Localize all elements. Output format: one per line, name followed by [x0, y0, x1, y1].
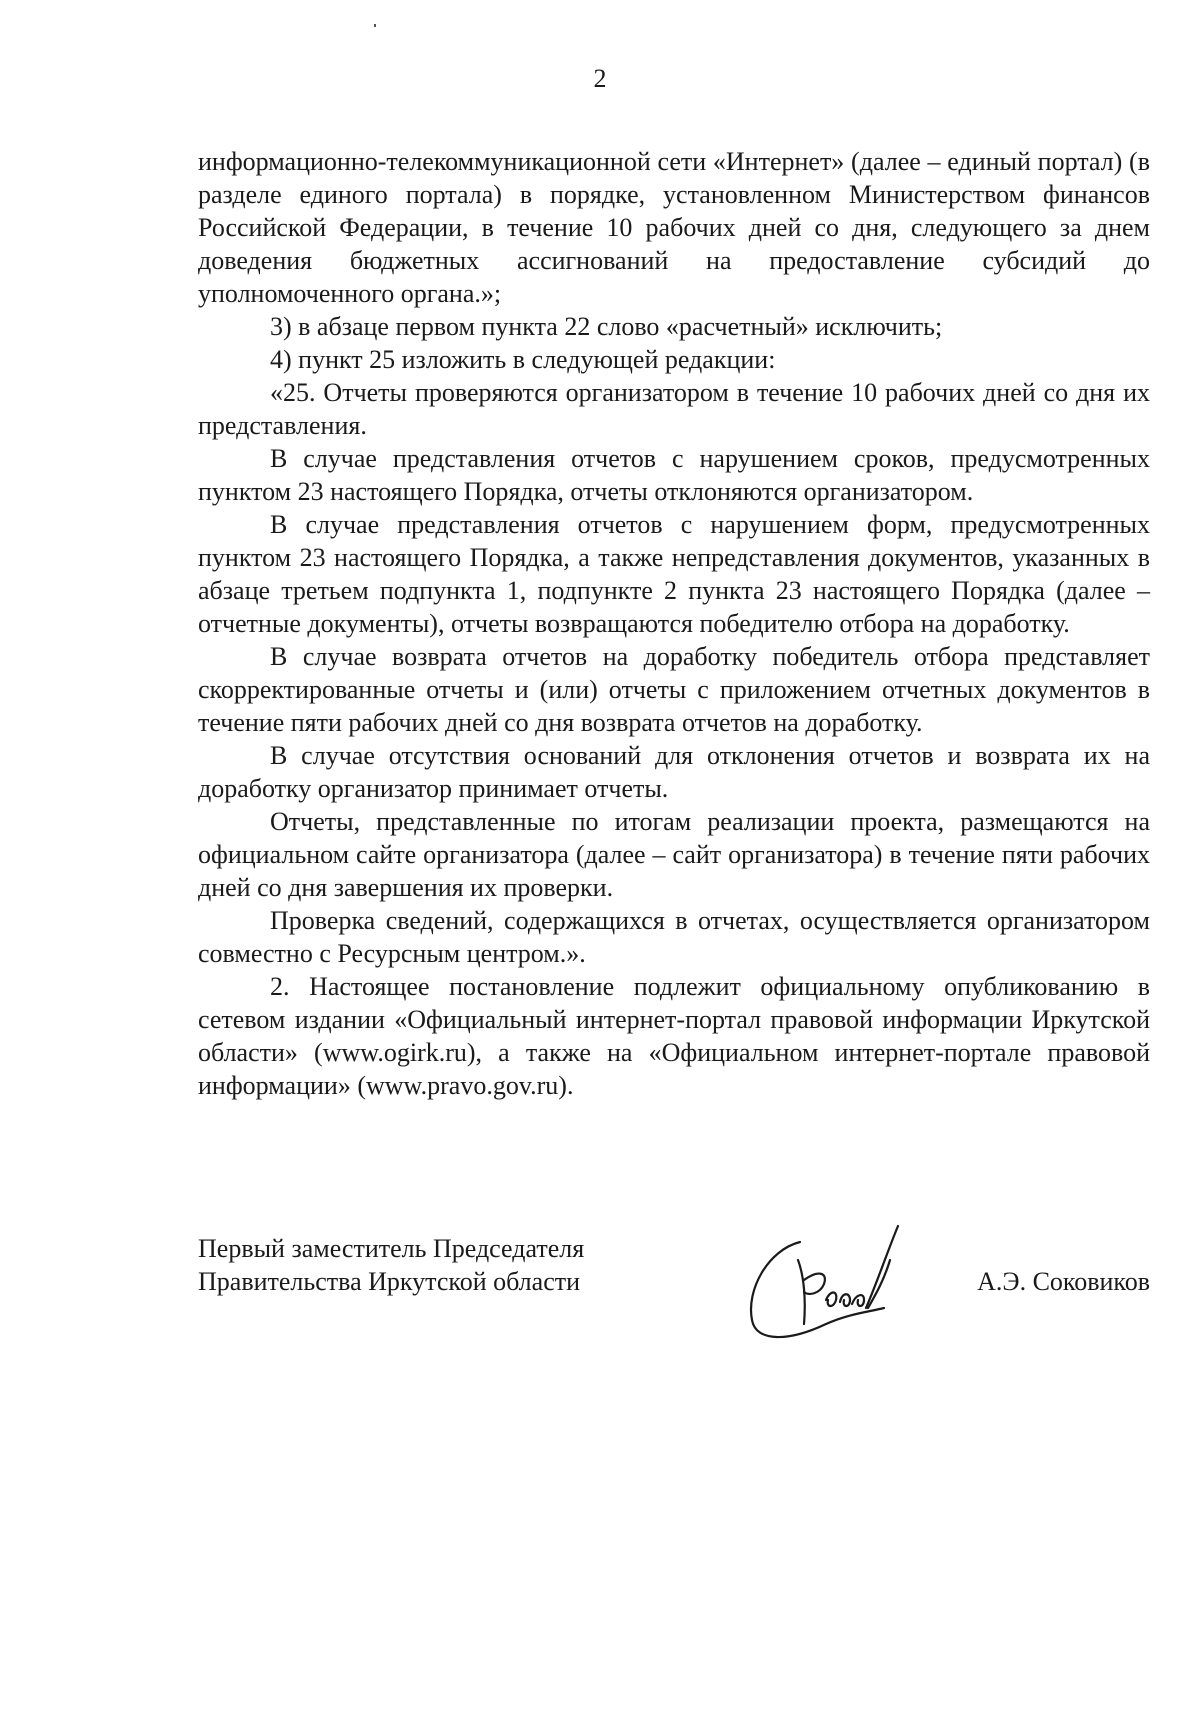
paragraph: В случае представления отчетов с нарушением форм, предусмотренных пунктом 23 настоящего Порядка, а также непредставления документов, указанных в абзаце третьем подпункта 1, подпункте 2 пункта 23 настоящего Порядка (далее – отчетные документы), отчеты возвращаются победителю отбора на доработку.	[198, 510, 1150, 638]
document-body	[198, 145, 1150, 1102]
handwritten-signature-icon	[728, 1220, 928, 1350]
paragraph: 3) в абзаце первом пункта 22 слово «расчетный» исключить;	[270, 312, 943, 341]
paragraph: информационно-телекоммуникационной сети «Интернет» (далее – единый портал) (в разделе единого портала) в порядке, установленном Министерством финансов Российской Федерации, в течение 10 рабочих дней со дня, следующего за днем доведения бюджетных ассигнований на предоставление субсидий до уполномоченного органа.»;	[198, 147, 1150, 308]
paragraph: В случае отсутствия оснований для отклонения отчетов и возврата их на доработку организатор принимает отчеты.	[198, 741, 1150, 803]
page-number: 2	[593, 64, 607, 93]
paragraph: Проверка сведений, содержащихся в отчетах, осуществляется организатором совместно с Ресурсным центром.».	[198, 906, 1150, 968]
paragraph: В случае представления отчетов с нарушением сроков, предусмотренных пунктом 23 настоящего Порядка, отчеты отклоняются организатором.	[198, 444, 1150, 506]
signer-position	[198, 1232, 584, 1298]
signer-name: А.Э. Соковиков	[977, 1267, 1150, 1296]
paragraph: 2. Настоящее постановление подлежит официальному опубликованию в сетевом издании «Официальный интернет-портал правовой информации Иркутской области» (www.ogirk.ru), а также на «Официальном интернет-портале правовой информации» (www.pravo.gov.ru).	[198, 972, 1150, 1100]
signer-position-line-2: Правительства Иркутской области	[198, 1267, 581, 1296]
signer-position-line-1: Первый заместитель Председателя	[198, 1234, 585, 1263]
paragraph: «25. Отчеты проверяются организатором в течение 10 рабочих дней со дня их представления.	[198, 378, 1150, 440]
scan-speck	[374, 24, 376, 27]
paragraph: 4) пункт 25 изложить в следующей редакции:	[270, 345, 776, 374]
paragraph: Отчеты, представленные по итогам реализации проекта, размещаются на официальном сайте организатора (далее – сайт организатора) в течение пяти рабочих дней со дня завершения их проверки.	[198, 807, 1150, 902]
signature-block	[198, 1232, 1150, 1362]
paragraph: В случае возврата отчетов на доработку победитель отбора представляет скорректированные отчеты и (или) отчеты с приложением отчетных документов в течение пяти рабочих дней со дня возврата отчетов на доработку.	[198, 642, 1150, 737]
